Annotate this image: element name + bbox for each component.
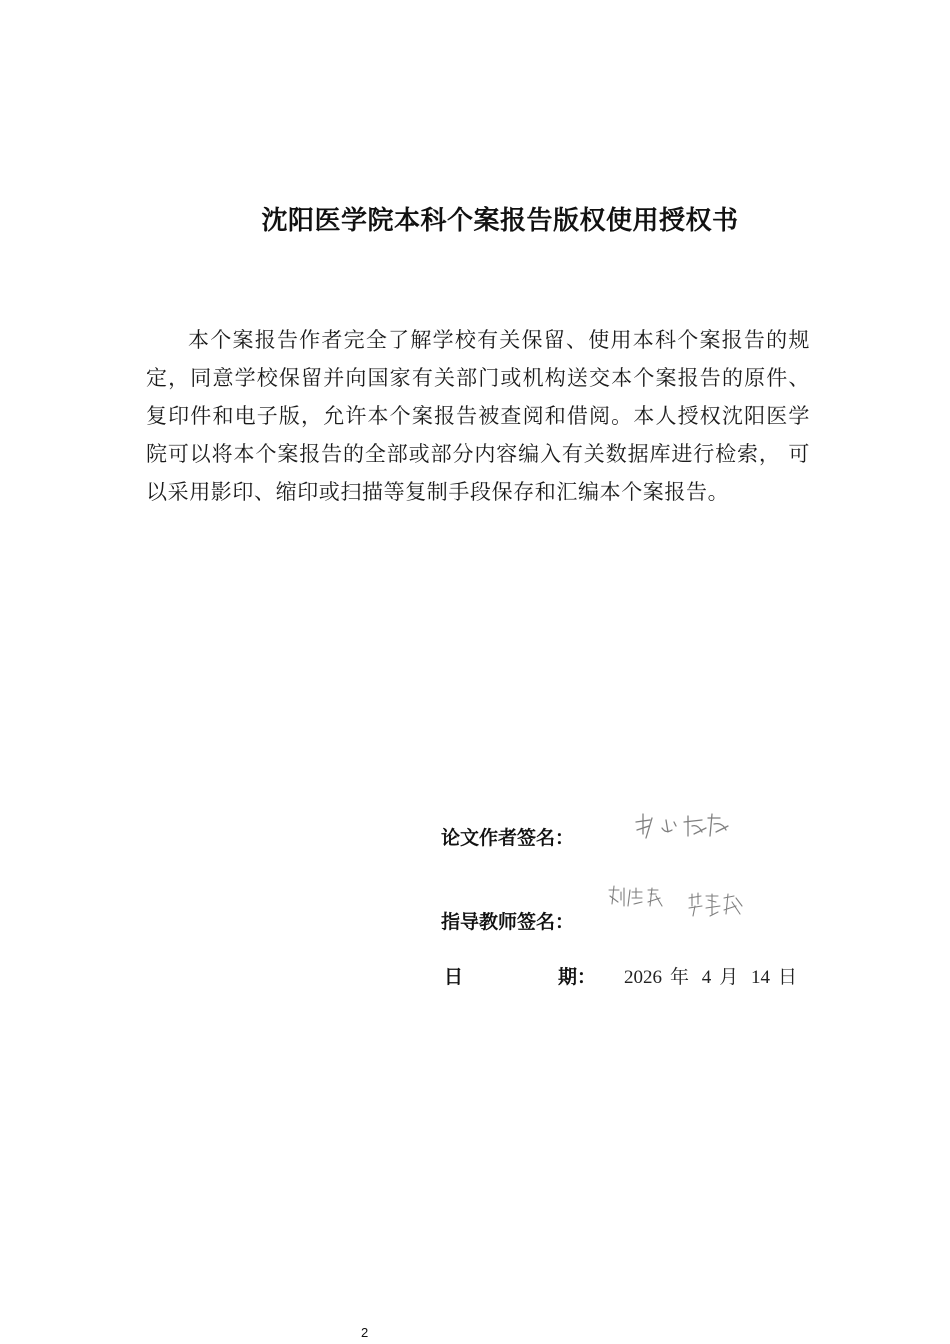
date-day-unit: 日 [778,967,798,988]
date-year: 2026 [624,967,662,988]
date-row [444,962,824,990]
page-number: 2 [361,1325,369,1340]
date-value [624,962,805,989]
date-day: 14 [751,967,771,988]
authorization-paragraph: 本个案报告作者完全了解学校有关保留、使用本科个案报告的规定，同意学校保留并向国家有关部门或机构送交本个案报告的原件、复印件和电子版，允许本个案报告被查阅和借阅。本人授权沈阳医学院可以将本个案报告的全部或部分内容编入有关数据库进行检索， 可以采用影印、缩印或扫描等复制手段保存和汇编本个案报告。 [146,328,810,504]
teacher-signature-1 [606,884,666,912]
date-month: 4 [701,967,712,988]
author-signature [632,810,732,844]
author-signature-label: 论文作者签名： [441,827,575,849]
teacher-signature-label: 指导教师签名： [441,911,575,933]
date-month-unit: 月 [719,967,739,988]
date-label-qi: 期： [558,966,597,988]
teacher-signature-2 [686,890,746,920]
date-label-ri: 日 [444,966,464,988]
date-year-unit: 年 [670,967,690,988]
page-title: 沈阳医学院本科个案报告版权使用授权书 [261,206,739,236]
